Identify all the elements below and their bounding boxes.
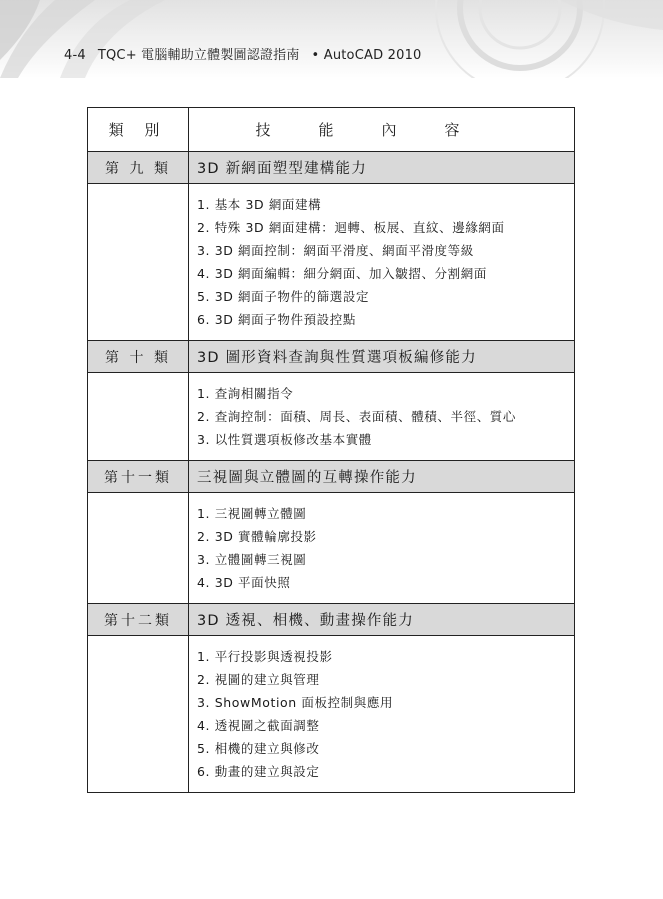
skill-list [189, 636, 574, 792]
category-row [88, 341, 574, 373]
skill-item: 4. 3D 平面快照 [197, 575, 291, 590]
category-label: 第 十 類 [88, 341, 189, 372]
category-title: 三視圖與立體圖的互轉操作能力 [197, 470, 417, 486]
skill-item: 1. 平行投影與透視投影 [197, 649, 333, 664]
decorative-swirl-graphic [0, 0, 663, 78]
category-title: 3D 新網面塑型建構能力 [197, 161, 367, 177]
skills-table [87, 107, 575, 793]
skills-row [88, 493, 574, 604]
category-title: 3D 圖形資料查詢與性質選項板編修能力 [197, 350, 477, 366]
skill-item: 2. 3D 實體輪廓投影 [197, 529, 317, 544]
category-label: 第 九 類 [88, 152, 189, 183]
empty-category-cell [88, 636, 189, 792]
skill-item: 3. 3D 網面控制：網面平滑度、網面平滑度等級 [197, 243, 474, 258]
header-content: 技能內容 [255, 121, 508, 139]
running-header [64, 44, 422, 63]
category-row [88, 152, 574, 184]
skills-row [88, 373, 574, 461]
empty-category-cell [88, 493, 189, 603]
skill-item: 3. 立體圖轉三視圖 [197, 552, 307, 567]
empty-category-cell [88, 373, 189, 460]
skill-item: 3. ShowMotion 面板控制與應用 [197, 695, 394, 710]
category-row [88, 604, 574, 636]
header-category: 類 別 [88, 108, 189, 151]
skill-item: 4. 3D 網面編輯：細分網面、加入皺摺、分割網面 [197, 266, 487, 281]
skill-item: 5. 相機的建立與修改 [197, 741, 320, 756]
table-body [88, 152, 574, 792]
skill-item: 1. 三視圖轉立體圖 [197, 506, 307, 521]
page-number: 4-4 [64, 48, 86, 63]
category-label: 第十二類 [88, 604, 189, 635]
skill-item: 2. 特殊 3D 網面建構：迴轉、板展、直紋、邊緣網面 [197, 220, 505, 235]
skill-list [189, 373, 574, 460]
table-header-row [88, 108, 574, 152]
empty-category-cell [88, 184, 189, 340]
category-label: 第十一類 [88, 461, 189, 492]
skills-row [88, 636, 574, 792]
skill-item: 3. 以性質選項板修改基本實體 [197, 432, 372, 447]
skill-item: 2. 視圖的建立與管理 [197, 672, 320, 687]
skill-list [189, 493, 574, 603]
skill-item: 4. 透視圖之截面調整 [197, 718, 320, 733]
category-title: 3D 透視、相機、動畫操作能力 [197, 613, 414, 629]
skills-row [88, 184, 574, 341]
skill-item: 2. 查詢控制：面積、周長、表面積、體積、半徑、質心 [197, 409, 517, 424]
book-edition: • AutoCAD 2010 [311, 48, 422, 63]
skill-item: 6. 3D 網面子物件預設控點 [197, 312, 356, 327]
skill-list [189, 184, 574, 340]
skill-item: 1. 基本 3D 網面建構 [197, 197, 322, 212]
skill-item: 6. 動畫的建立與設定 [197, 764, 320, 779]
book-title: TQC+ 電腦輔助立體製圖認證指南 [97, 48, 300, 63]
header-banner [0, 0, 663, 78]
skill-item: 5. 3D 網面子物件的篩選設定 [197, 289, 370, 304]
category-row [88, 461, 574, 493]
skill-item: 1. 查詢相關指令 [197, 386, 294, 401]
